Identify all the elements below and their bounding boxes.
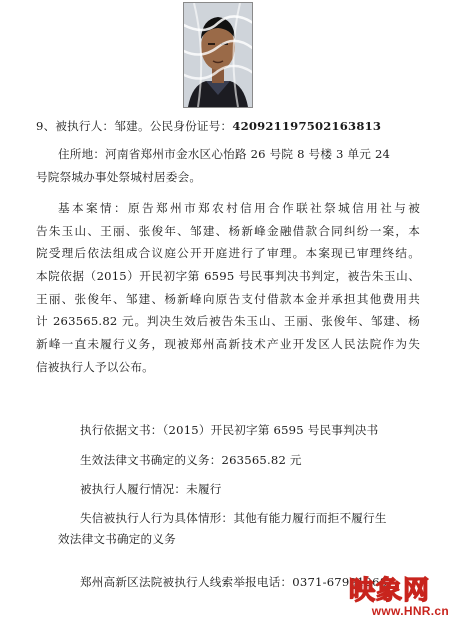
case-line-2: 告朱玉山、王丽、张俊年、邹建、杨新峰金融借款合同纠纷一案，本 [36,224,420,238]
watermark-url: www.HNR.cn [371,604,449,618]
defendant-header-line [36,119,381,133]
execution-basis: 执行依据文书：（2015）开民初字第 6595 号民事判决书 [80,423,379,437]
performance-status: 被执行人履行情况：未履行 [80,482,222,496]
watermark-logo [345,572,455,606]
case-line-6: 计 263565.82 元。判决生效后被告朱玉山、王丽、张俊年、邹建、杨 [36,314,420,328]
tip-hotline: 郑州高新区法院被执行人线索举报电话：0371-67991268 [80,575,388,589]
address-line-1: 住所地：河南省郑州市金水区心怡路 26 号院 8 号楼 3 单元 24 [58,147,391,161]
defendant-label: 被执行人： [55,119,115,133]
entry-number: 9、 [36,119,56,133]
defendant-name: 邹建。 [114,119,150,133]
obligation-amount: 生效法律文书确定的义务：263565.82 元 [80,453,302,467]
portrait-image [184,3,252,107]
behavior-line-2: 效法律文书确定的义务 [58,532,176,546]
watermark-logo-text: 映象网 [349,576,431,606]
case-line-7: 新峰一直未履行义务，现被郑州高新技术产业开发区人民法院作为失 [36,337,420,351]
address-line-2: 号院祭城办事处祭城村居委会。 [36,170,202,184]
id-number: 420921197502163813 [232,119,382,133]
defendant-photo [183,2,253,108]
case-line-4: 本院依据（2015）开民初字第 6595 号民事判决书判定，被告朱玉山、 [36,269,420,283]
case-line-1: 基本案情：原告郑州市郑农村信用合作联社祭城信用社与被 [58,201,420,215]
behavior-line-1: 失信被执行人行为具体情形：其他有能力履行而拒不履行生 [80,511,387,525]
case-line-8: 信被执行人予以公布。 [36,360,154,374]
id-label: 公民身份证号： [149,119,233,133]
case-line-5: 王丽、张俊年、邹建、杨新峰向原告支付借款本金并承担其他费用共 [36,292,420,306]
case-line-3: 院受理后依法组成合议庭公开开庭进行了审理。本案现已审理终结。 [36,246,420,260]
